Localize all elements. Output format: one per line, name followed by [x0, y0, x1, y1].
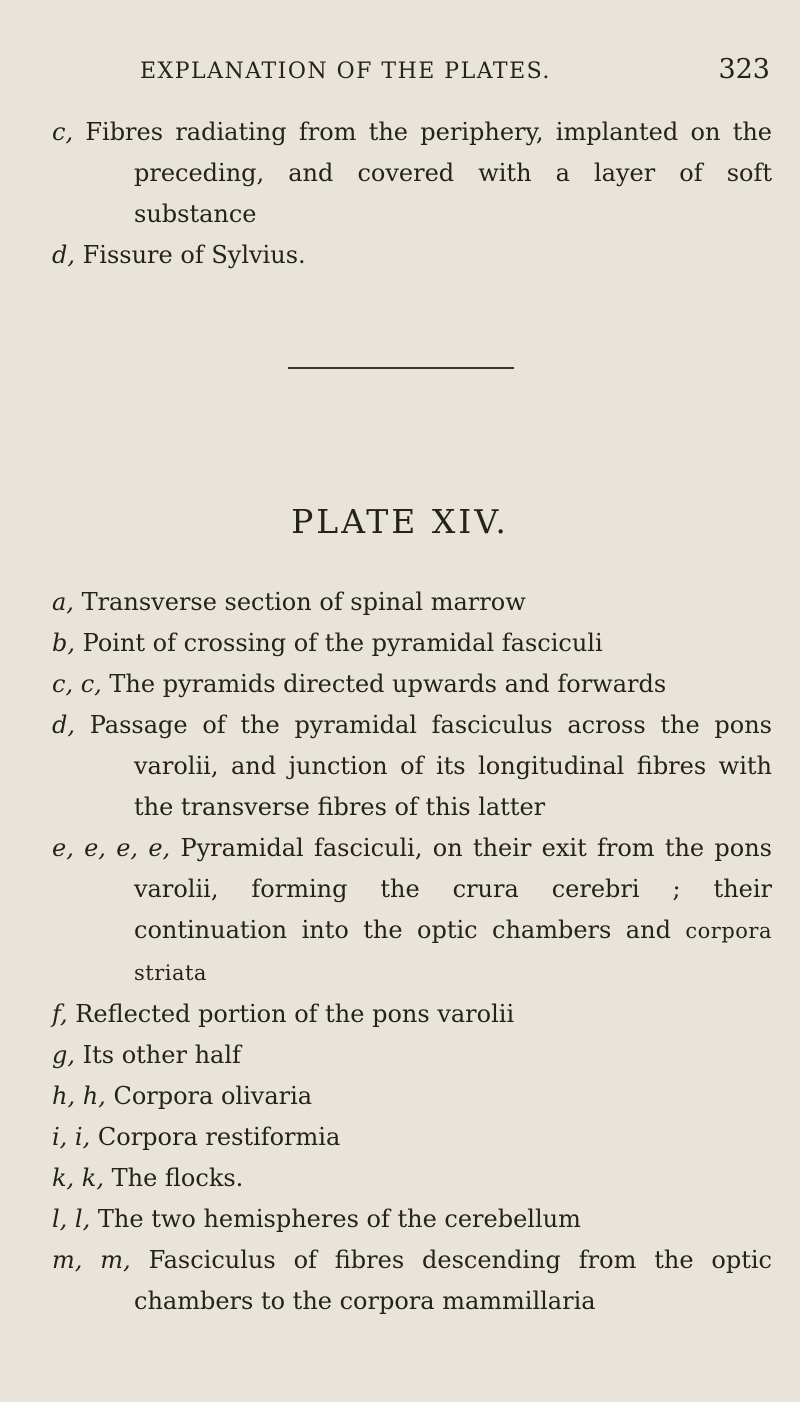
entry-label: d, — [52, 711, 75, 739]
plate-title: PLATE XIV. — [291, 502, 509, 541]
header-title: EXPLANATION OF THE PLATES. — [140, 59, 551, 84]
entry-label: k, k, — [52, 1164, 104, 1192]
entry-label: f, — [52, 1000, 68, 1028]
entry-label: l, l, — [52, 1205, 91, 1233]
legend-entry-h — [52, 1076, 772, 1117]
entry-label: c, — [52, 118, 74, 146]
legend-entry-e — [52, 828, 772, 994]
entry-text: Fasciculus of fibres descending from the optic chambers to the corpora mammillaria — [134, 1246, 772, 1315]
legend-entry-d — [52, 705, 772, 828]
legend-entry-c — [52, 112, 772, 235]
entry-label: a, — [52, 588, 74, 616]
entry-text: Corpora olivaria — [113, 1082, 313, 1110]
legend-entry-a — [52, 582, 772, 623]
entry-text: Corpora restiformia — [97, 1123, 341, 1151]
legend-entry-k — [52, 1158, 772, 1199]
entry-label: e, e, e, e, — [52, 834, 171, 862]
entry-text: Reflected portion of the pons varolii — [75, 1000, 515, 1028]
entry-text: Its other half — [82, 1041, 241, 1069]
legend-entry-m — [52, 1240, 772, 1322]
entry-label: h, h, — [52, 1082, 106, 1110]
entry-label: c, c, — [52, 670, 102, 698]
legend-entry-f — [52, 994, 772, 1035]
legend-entry-b — [52, 623, 772, 664]
entry-text: Transverse section of spinal marrow — [81, 588, 526, 616]
entry-text: The pyramids directed upwards and forwards — [109, 670, 667, 698]
entry-text: Pyramidal fasciculi, on their exit from the pons varolii, forming the crura cerebri ; their continuation into the optic chambers and — [134, 834, 772, 944]
entry-label: g, — [52, 1041, 75, 1069]
legend-entry-d — [52, 235, 772, 276]
previous-plate-entries — [52, 112, 772, 276]
plate-xiv-entries — [52, 582, 772, 1322]
entry-text: Fissure of Sylvius. — [82, 241, 306, 269]
entry-label: i, i, — [52, 1123, 91, 1151]
legend-entry-l — [52, 1199, 772, 1240]
entry-text: The flocks. — [111, 1164, 244, 1192]
legend-entry-i — [52, 1117, 772, 1158]
entry-text-small: corpora striata — [134, 919, 772, 985]
entry-label: b, — [52, 629, 75, 657]
page-number: 323 — [718, 54, 770, 85]
entry-text: Fibres radiating from the periphery, implanted on the preceding, and covered with a layer of soft substance — [85, 118, 772, 228]
running-header — [140, 54, 770, 94]
legend-entry-c-c — [52, 664, 772, 705]
entry-text: Passage of the pyramidal fasciculus across the pons varolii, and junction of its longitudinal fibres with the transverse fibres of this latter — [89, 711, 772, 821]
entry-label: d, — [52, 241, 75, 269]
legend-entry-g — [52, 1035, 772, 1076]
entry-text: Point of crossing of the pyramidal fasciculi — [82, 629, 603, 657]
entry-text: The two hemispheres of the cerebellum — [97, 1205, 581, 1233]
entry-label: m, m, — [52, 1246, 131, 1274]
section-divider — [288, 367, 514, 369]
